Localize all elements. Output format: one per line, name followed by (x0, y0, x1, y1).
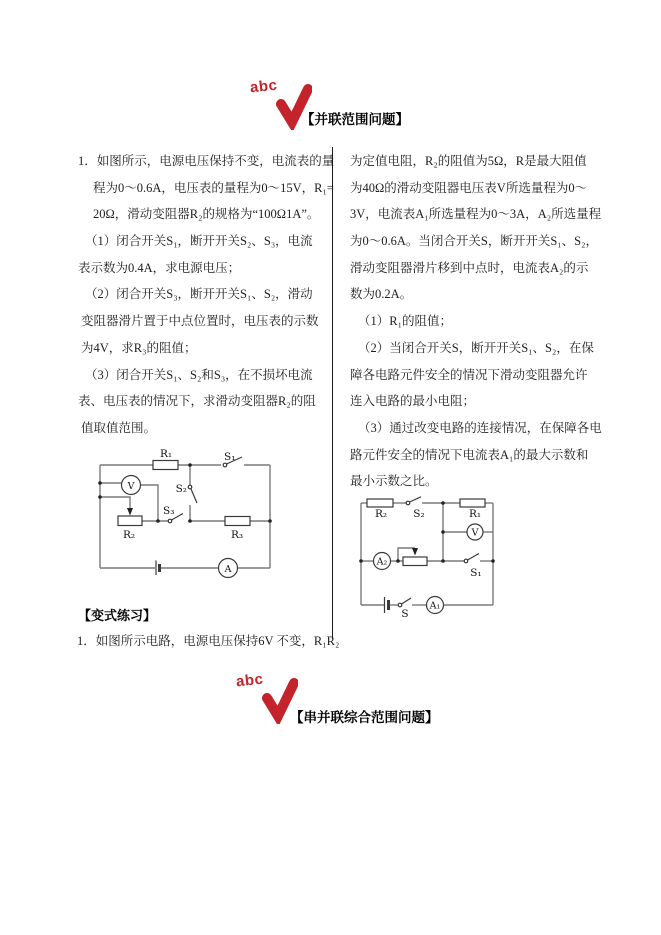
problem-text-line: 1．如图所示，电源电压保持不变，电流表的量 (78, 154, 335, 168)
abc-logo-text: abc (249, 76, 279, 97)
problem-text-line: 为定值电阻，R₂的阻值为5Ω，R是最大阻值 (350, 154, 587, 168)
label-r1: R₁ (159, 448, 173, 460)
section-header-parallel-range: 【并联范围问题】 (301, 112, 409, 127)
problem-text-line: 程为0～0.6A，电压表的量程为0～15V，R₁= (93, 180, 334, 195)
label-s1: S₁ (224, 451, 236, 463)
rheostat-r2 (118, 516, 142, 526)
circuit-diagram-right (358, 496, 500, 626)
label-r2: R₂ (374, 508, 388, 520)
problem-text-line: （2）闭合开关S₃，断开开关S₁、S₂，滑动 (85, 287, 313, 302)
label-voltmeter: V (471, 527, 479, 539)
problem-text-line: 20Ω，滑动变阻器R₂的规格为“100Ω1A”。 (93, 207, 320, 222)
resistor-r2 (367, 499, 393, 507)
switch-s2-lever (191, 489, 197, 503)
label-r2: R₂ (122, 529, 136, 541)
circuit-components (118, 457, 250, 578)
label-ammeter: A (224, 564, 232, 575)
problem-text-line: 数为0.2A。 (350, 287, 413, 302)
rheostat-r (403, 557, 427, 566)
problem-text-line: 障各电路元件安全的情况下滑动变阻器允许 (350, 367, 588, 382)
problem-text-line: 路元件安全的情况下电流表A₁的最大示数和 (350, 447, 589, 462)
abc-logo-text: abc (235, 670, 265, 691)
problem-text-line: （2）当闭合开关S，断开开关S₁、S₂，在保 (358, 340, 594, 355)
switch-s3-contact (168, 519, 172, 523)
problem-text-line: 为4V，求R₃的阻值； (81, 340, 197, 355)
problem-text-line: 值取值范围。 (81, 420, 157, 435)
circuit-diagram-left (95, 448, 280, 582)
switch-s2-contact (406, 501, 410, 505)
problem-text-line: 为40Ω的滑动变阻器电压表V所选量程为0～ (350, 180, 588, 195)
switch-s-lever (402, 598, 412, 604)
switch-s2-lever (410, 497, 422, 502)
resistor-r1 (460, 499, 485, 507)
abc-check-logo-bottom (236, 672, 298, 728)
problem-text-line: 为0～0.6A。当闭合开关S，断开开关S₁、S₂， (350, 234, 598, 249)
resistor-r3 (225, 517, 250, 526)
resistor-r1 (153, 461, 178, 470)
problem-text-line: （3）闭合开关S₁、S₂和S₃，在不损坏电流 (85, 367, 313, 382)
label-s2: S₂ (413, 508, 425, 520)
label-voltmeter: V (127, 481, 135, 492)
problem-text-line: 滑动变阻器滑片移到中点时，电流表A₂的示 (350, 260, 589, 275)
right-column (350, 148, 612, 495)
problem-text-line: 表示数为0.4A，求电源电压； (78, 260, 241, 275)
label-s: S (401, 608, 409, 620)
problem-text-line: 变阻器滑片置于中点位置时，电压表的示数 (81, 314, 319, 329)
switch-s-contact (398, 603, 402, 607)
label-s1: S₁ (470, 567, 482, 579)
label-s3: S₃ (163, 505, 175, 517)
problem-text-line: （3）通过改变电路的连接情况，在保障各电 (358, 420, 602, 435)
label-r1: R₁ (468, 508, 482, 520)
slider-arrow-icon (412, 548, 418, 556)
switch-s1-contact (223, 463, 227, 467)
problem-text-line: 连入电路的最小电阻； (350, 394, 476, 409)
label-ammeter-a1: A₁ (429, 600, 441, 612)
problem-text-line: 3V，电流表A₁所选量程为0～3A，A₂所选量程 (350, 207, 602, 222)
label-r3: R₃ (230, 529, 244, 541)
switch-s1-lever (468, 554, 480, 561)
left-column (78, 148, 334, 442)
slider-arrow-icon (127, 508, 133, 516)
label-ammeter-a2: A₂ (376, 556, 388, 568)
switch-s1-contact (464, 559, 468, 563)
switch-s2-contact (188, 485, 192, 489)
problem-text-line: 最小示数之比。 (350, 474, 438, 489)
section-header-series-parallel-range: 【串并联综合范围问题】 (290, 710, 439, 725)
problem-text-line: （1）闭合开关S₁，断开开关S₂、S₃，电流 (85, 234, 313, 249)
section-header-variation: 【变式练习】 (78, 608, 157, 623)
problem-text-line: （1）R₁的阻值； (358, 314, 452, 329)
variation-text-line: 1．如图所示电路，电源电压保持6V 不变，R₁R₂ (77, 634, 340, 648)
label-s2: S₂ (175, 483, 187, 495)
problem-text-line: 表、电压表的情况下，求滑动变阻器R₂的阻 (78, 394, 316, 409)
